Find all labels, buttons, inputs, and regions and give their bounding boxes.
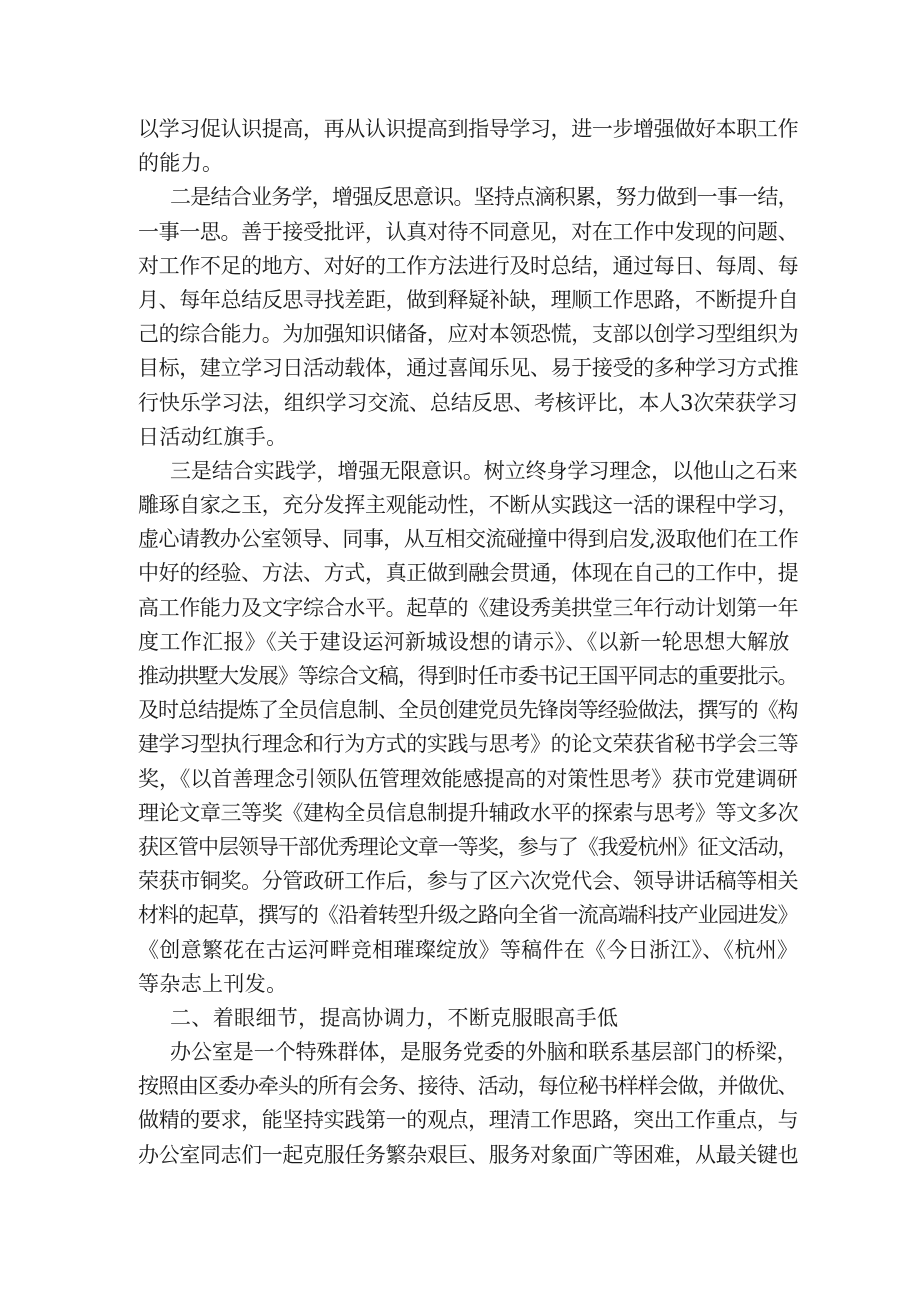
text-line: 三是结合实践学，增强无限意识。树立终身学习理念，以他山之石来 <box>170 458 798 483</box>
text-line: 己的综合能力。为加强知识储备，应对本领恐慌，支部以创学习型组织为 <box>138 322 799 347</box>
text-line: 以学习促认识提高，再从认识提高到指导学习，进一步增强做好本职工作 <box>138 117 799 141</box>
text-line: 度工作汇报》《关于建设运河新城设想的请示》、《以新一轮思想大解放 <box>138 629 790 654</box>
text-line: 材料的起草，撰写的《沿着转型升级之路向全省一流高端科技产业园进发》 <box>138 903 798 928</box>
text-line: 二是结合业务学，增强反思意识。坚持点滴积累，努力做到一事一结， <box>170 185 798 210</box>
text-line: 行快乐学习法，组织学习交流、总结反思、考核评比，本人3次荣获学习 <box>138 390 798 415</box>
text-line: 及时总结提炼了全员信息制、全员创建党员先锋岗等经验做法，撰写的《构 <box>138 698 798 723</box>
text-line: 做精的要求，能坚持实践第一的观点，理清工作思路，突出工作重点，与 <box>138 1108 799 1133</box>
text-line: 获区管中层领导干部优秀理论文章一等奖，参与了《我爱杭州》征文活动， <box>138 834 798 859</box>
text-line: 理论文章三等奖《建构全员信息制提升辅政水平的探索与思考》等文多次 <box>138 800 799 825</box>
text-line: 一事一思。善于接受批评，认真对待不同意见，对在工作中发现的问题、 <box>138 219 799 244</box>
text-line: 中好的经验、方法、方式，真正做到融会贯通，体现在自己的工作中，提 <box>138 561 799 586</box>
text-line: 虚心请教办公室领导、同事，从互相交流碰撞中得到启发,汲取他们在工作 <box>138 527 799 552</box>
document-body <box>138 112 798 1172</box>
text-line: 对工作不足的地方、对好的工作方法进行及时总结，通过每日、每周、每 <box>138 253 799 278</box>
text-line: 办公室同志们一起克服任务繁杂艰巨、服务对象面广等困难，从最关键也 <box>138 1142 799 1167</box>
text-line: 奖，《以首善理念引领队伍管理效能感提高的对策性思考》获市党建调研 <box>138 766 798 791</box>
text-line: 月、每年总结反思寻找差距，做到释疑补缺，理顺工作思路，不断提升自 <box>138 287 799 312</box>
text-line: 二、着眼细节，提高协调力，不断克服眼高手低 <box>170 1005 619 1030</box>
text-line: 日活动红旗手。 <box>138 424 288 449</box>
text-line: 办公室是一个特殊群体，是服务党委的外脑和联系基层部门的桥梁， <box>170 1040 798 1065</box>
text-line: 按照由区委办牵头的所有会务、接待、活动，每位秘书样样会做，并做优、 <box>138 1074 798 1099</box>
text-line: 目标，建立学习日活动载体，通过喜闻乐见、易于接受的多种学习方式推 <box>138 356 799 381</box>
text-line: 建学习型执行理念和行为方式的实践与思考》的论文荣获省秘书学会三等 <box>138 732 799 757</box>
text-line: 推动拱墅大发展》等综合文稿，得到时任市委书记王国平同志的重要批示。 <box>138 664 798 688</box>
text-line: 《创意繁花在古运河畔竞相璀璨绽放》等稿件在《今日浙江》、《杭州》 <box>138 937 799 962</box>
text-line: 荣获市铜奖。分管政研工作后，参与了区六次党代会、领导讲话稿等相关 <box>138 869 799 894</box>
text-line: 等杂志上刊发。 <box>138 971 288 996</box>
text-line: 的能力。 <box>138 151 224 176</box>
text-line: 雕琢自家之玉，充分发挥主观能动性，不断从实践这一活的课程中学习， <box>138 493 799 518</box>
text-line: 高工作能力及文字综合水平。起草的《建设秀美拱堂三年行动计划第一年 <box>138 595 799 620</box>
